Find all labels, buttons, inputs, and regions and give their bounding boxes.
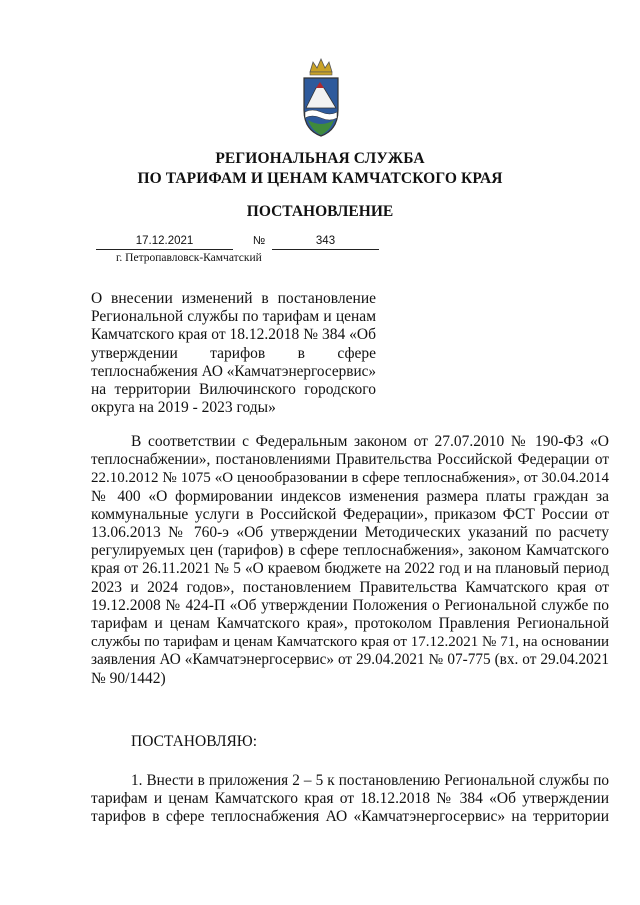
item-1-line: тарифам и ценам Камчатского края от 18.12.2018 № 384 «Об утверждении — [91, 790, 609, 808]
preamble-line: тарифам и ценам Камчатского края», протоколом Правления Региональной — [91, 615, 609, 633]
subject-line: на территории Вилючинского городского — [91, 381, 376, 399]
document-number: 343 — [315, 235, 336, 247]
preamble-line: № 400 «О формировании индексов изменения размера платы граждан за — [91, 487, 609, 505]
org-title-line1: РЕГИОНАЛЬНАЯ СЛУЖБА — [215, 150, 425, 167]
item-1-paragraph — [91, 772, 609, 827]
item-1-line: тарифов в сфере теплоснабжения АО «Камчатэнергосервис» на территории — [91, 808, 609, 826]
preamble-line: службы по тарифам и ценам Камчатского края от 17.12.2021 № 71, на основании — [91, 634, 609, 651]
preamble-line: края от 26.11.2021 № 5 «О краевом бюджете на 2022 год и на плановый период — [91, 560, 609, 578]
preamble-line: 13.06.2013 № 760-э «Об утверждении Методических указаний по расчету — [91, 524, 609, 542]
number-label: № — [252, 235, 266, 247]
document-type: ПОСТАНОВЛЕНИЕ — [246, 203, 394, 220]
date-underline — [96, 249, 233, 250]
document-subject — [91, 290, 376, 417]
org-title-line2: ПО ТАРИФАМ И ЦЕНАМ КАМЧАТСКОГО КРАЯ — [137, 170, 503, 187]
decree-word: ПОСТАНОВЛЯЮ: — [131, 733, 258, 750]
preamble-line: регулируемых цен (тарифов) в сфере теплоснабжения», законом Камчатского — [91, 542, 609, 560]
subject-line: Камчатского края от 18.12.2018 № 384 «Об — [91, 326, 376, 344]
preamble-line: теплоснабжении», постановлениями Правительства Российской Федерации от — [91, 451, 609, 469]
preamble-line: коммунальные услуги в Российской Федерации», приказом ФСТ России от — [91, 505, 609, 523]
document-date: 17.12.2021 — [135, 235, 194, 247]
preamble-line: 22.10.2012 № 1075 «О ценообразовании в сфере теплоснабжения», от 30.04.2014 — [91, 470, 609, 487]
subject-line: утверждении тарифов в сфере — [91, 344, 376, 362]
subject-line: Региональной службы по тарифам и ценам — [91, 308, 376, 326]
preamble-line: 19.12.2008 № 424-П «Об утверждении Положения о Региональной службе по — [91, 596, 609, 614]
subject-line: теплоснабжения АО «Камчатэнергосервис» — [91, 362, 376, 380]
crown-icon — [310, 59, 332, 75]
preamble-line: № 90/1442) — [91, 669, 166, 687]
preamble-line: 2023 и 2024 годов», постановлением Правительства Камчатского края от — [91, 578, 609, 596]
kamchatka-coat-of-arms-icon — [300, 58, 342, 138]
item-1-line: 1. Внести в приложения 2 – 5 к постановлению Региональной службы по — [131, 772, 609, 789]
subject-line: округа на 2019 - 2023 годы» — [91, 399, 276, 417]
number-underline — [272, 249, 379, 250]
preamble-paragraph — [91, 433, 609, 688]
preamble-line: заявления АО «Камчатэнергосервис» от 29.04.2021 № 07-775 (вх. от 29.04.2021 — [91, 651, 609, 669]
preamble-line: В соответствии с Федеральным законом от 27.07.2010 № 190-ФЗ «О — [131, 433, 609, 450]
subject-line: О внесении изменений в постановление — [91, 290, 376, 307]
document-place: г. Петропавловск-Камчатский — [116, 252, 262, 264]
